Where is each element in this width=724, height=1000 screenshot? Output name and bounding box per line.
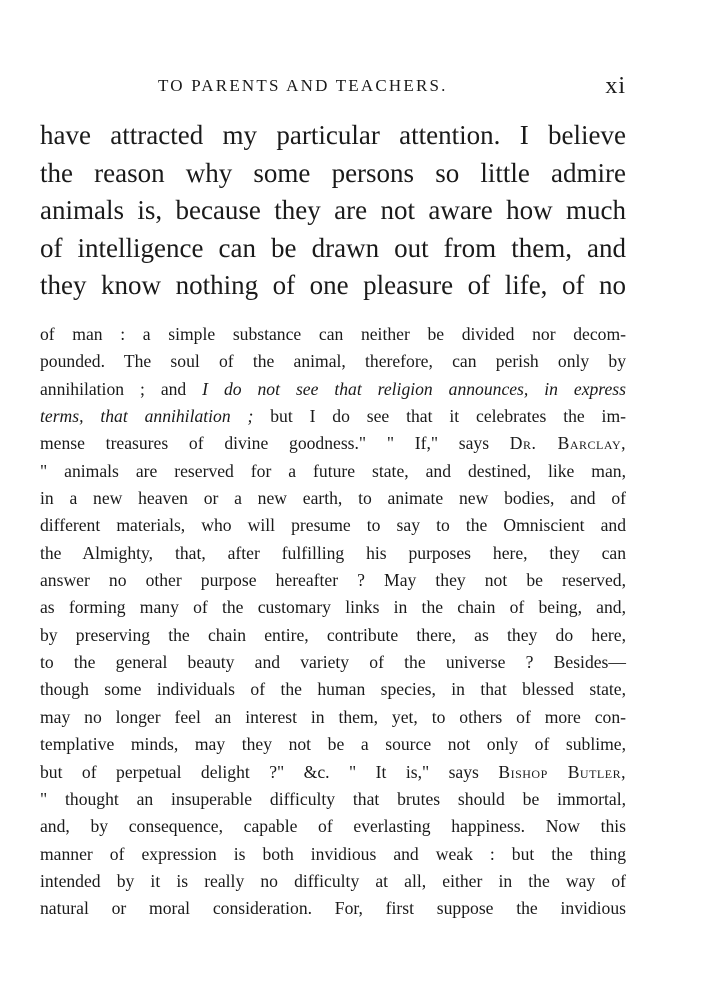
running-header [40, 73, 626, 102]
body-text [40, 117, 626, 305]
footnote-line: different materials, who will presume to say to the Omniscient and [40, 515, 626, 536]
footnote-line: " thought an insuperable difficulty that brutes should be immortal, [40, 788, 626, 809]
footnote-line [40, 376, 626, 403]
footnote-line: " animals are reserved for a future state, and destined, like man, [40, 460, 626, 481]
footnote-segment: but I do see that it celebrates the im- [253, 406, 626, 427]
footnote-line: as forming many of the customary links in the chain of being, and, [40, 597, 626, 618]
footnote-line: manner of expression is both invidious and weak : but the thing [40, 843, 626, 864]
footnote-line [40, 430, 626, 457]
body-line: have attracted my particular attention. I believe [40, 120, 626, 150]
body-line: the reason why some persons so little admire [40, 157, 626, 188]
footnote-line: answer no other purpose hereafter ? May they not be reserved, [40, 570, 626, 591]
footnote-line [40, 759, 626, 786]
footnote-line: though some individuals of the human species, in that blessed state, [40, 679, 626, 700]
footnote-line: of man : a simple substance can neither be divided nor decom- [40, 324, 626, 344]
footnote-line: pounded. The soul of the animal, therefore, can perish only by [40, 351, 626, 372]
footnote-line: templative minds, may they not be a source not only of sublime, [40, 734, 626, 755]
footnote-line: to the general beauty and variety of the universe ? Besides— [40, 652, 626, 673]
footnote-segment: mense treasures of divine goodness." " If," says [40, 433, 510, 454]
body-line: of intelligence can be drawn out from them, and [40, 232, 626, 263]
footnote-line: and, by consequence, capable of everlasting happiness. Now this [40, 816, 626, 837]
footnote-line: may no longer feel an interest in them, yet, to others of more con- [40, 706, 626, 727]
author-name-barclay: Dr. Barclay, [509, 433, 627, 454]
footnote-line: intended by it is really no difficulty at all, either in the way of [40, 870, 626, 891]
footnote-segment: but of perpetual delight ?" &c. " It is," says [40, 761, 499, 782]
page-number: xi [605, 73, 626, 99]
body-line: they know nothing of one pleasure of life, of no [40, 270, 626, 300]
body-line: animals is, because they are not aware how much [40, 195, 626, 225]
footnote-segment: annihilation ; and [40, 378, 203, 399]
author-name-butler: Bishop Butler, [498, 761, 626, 782]
footnote-text [40, 321, 626, 923]
footnote-line: natural or moral consideration. For, first suppose the invidious [40, 898, 626, 919]
footnote-line: by preserving the chain entire, contribute there, as they do here, [40, 624, 626, 645]
footnote-italic-segment: I do not see that religion announces, in express [202, 378, 626, 399]
running-title: TO PARENTS AND TEACHERS. [158, 76, 448, 95]
footnote-line [40, 403, 626, 430]
footnote-line: the Almighty, that, after fulfilling his purposes here, they can [40, 542, 626, 563]
footnote-italic-segment: terms, that annihilation ; [40, 406, 254, 427]
footnote-line: in a new heaven or a new earth, to animate new bodies, and of [40, 488, 626, 509]
